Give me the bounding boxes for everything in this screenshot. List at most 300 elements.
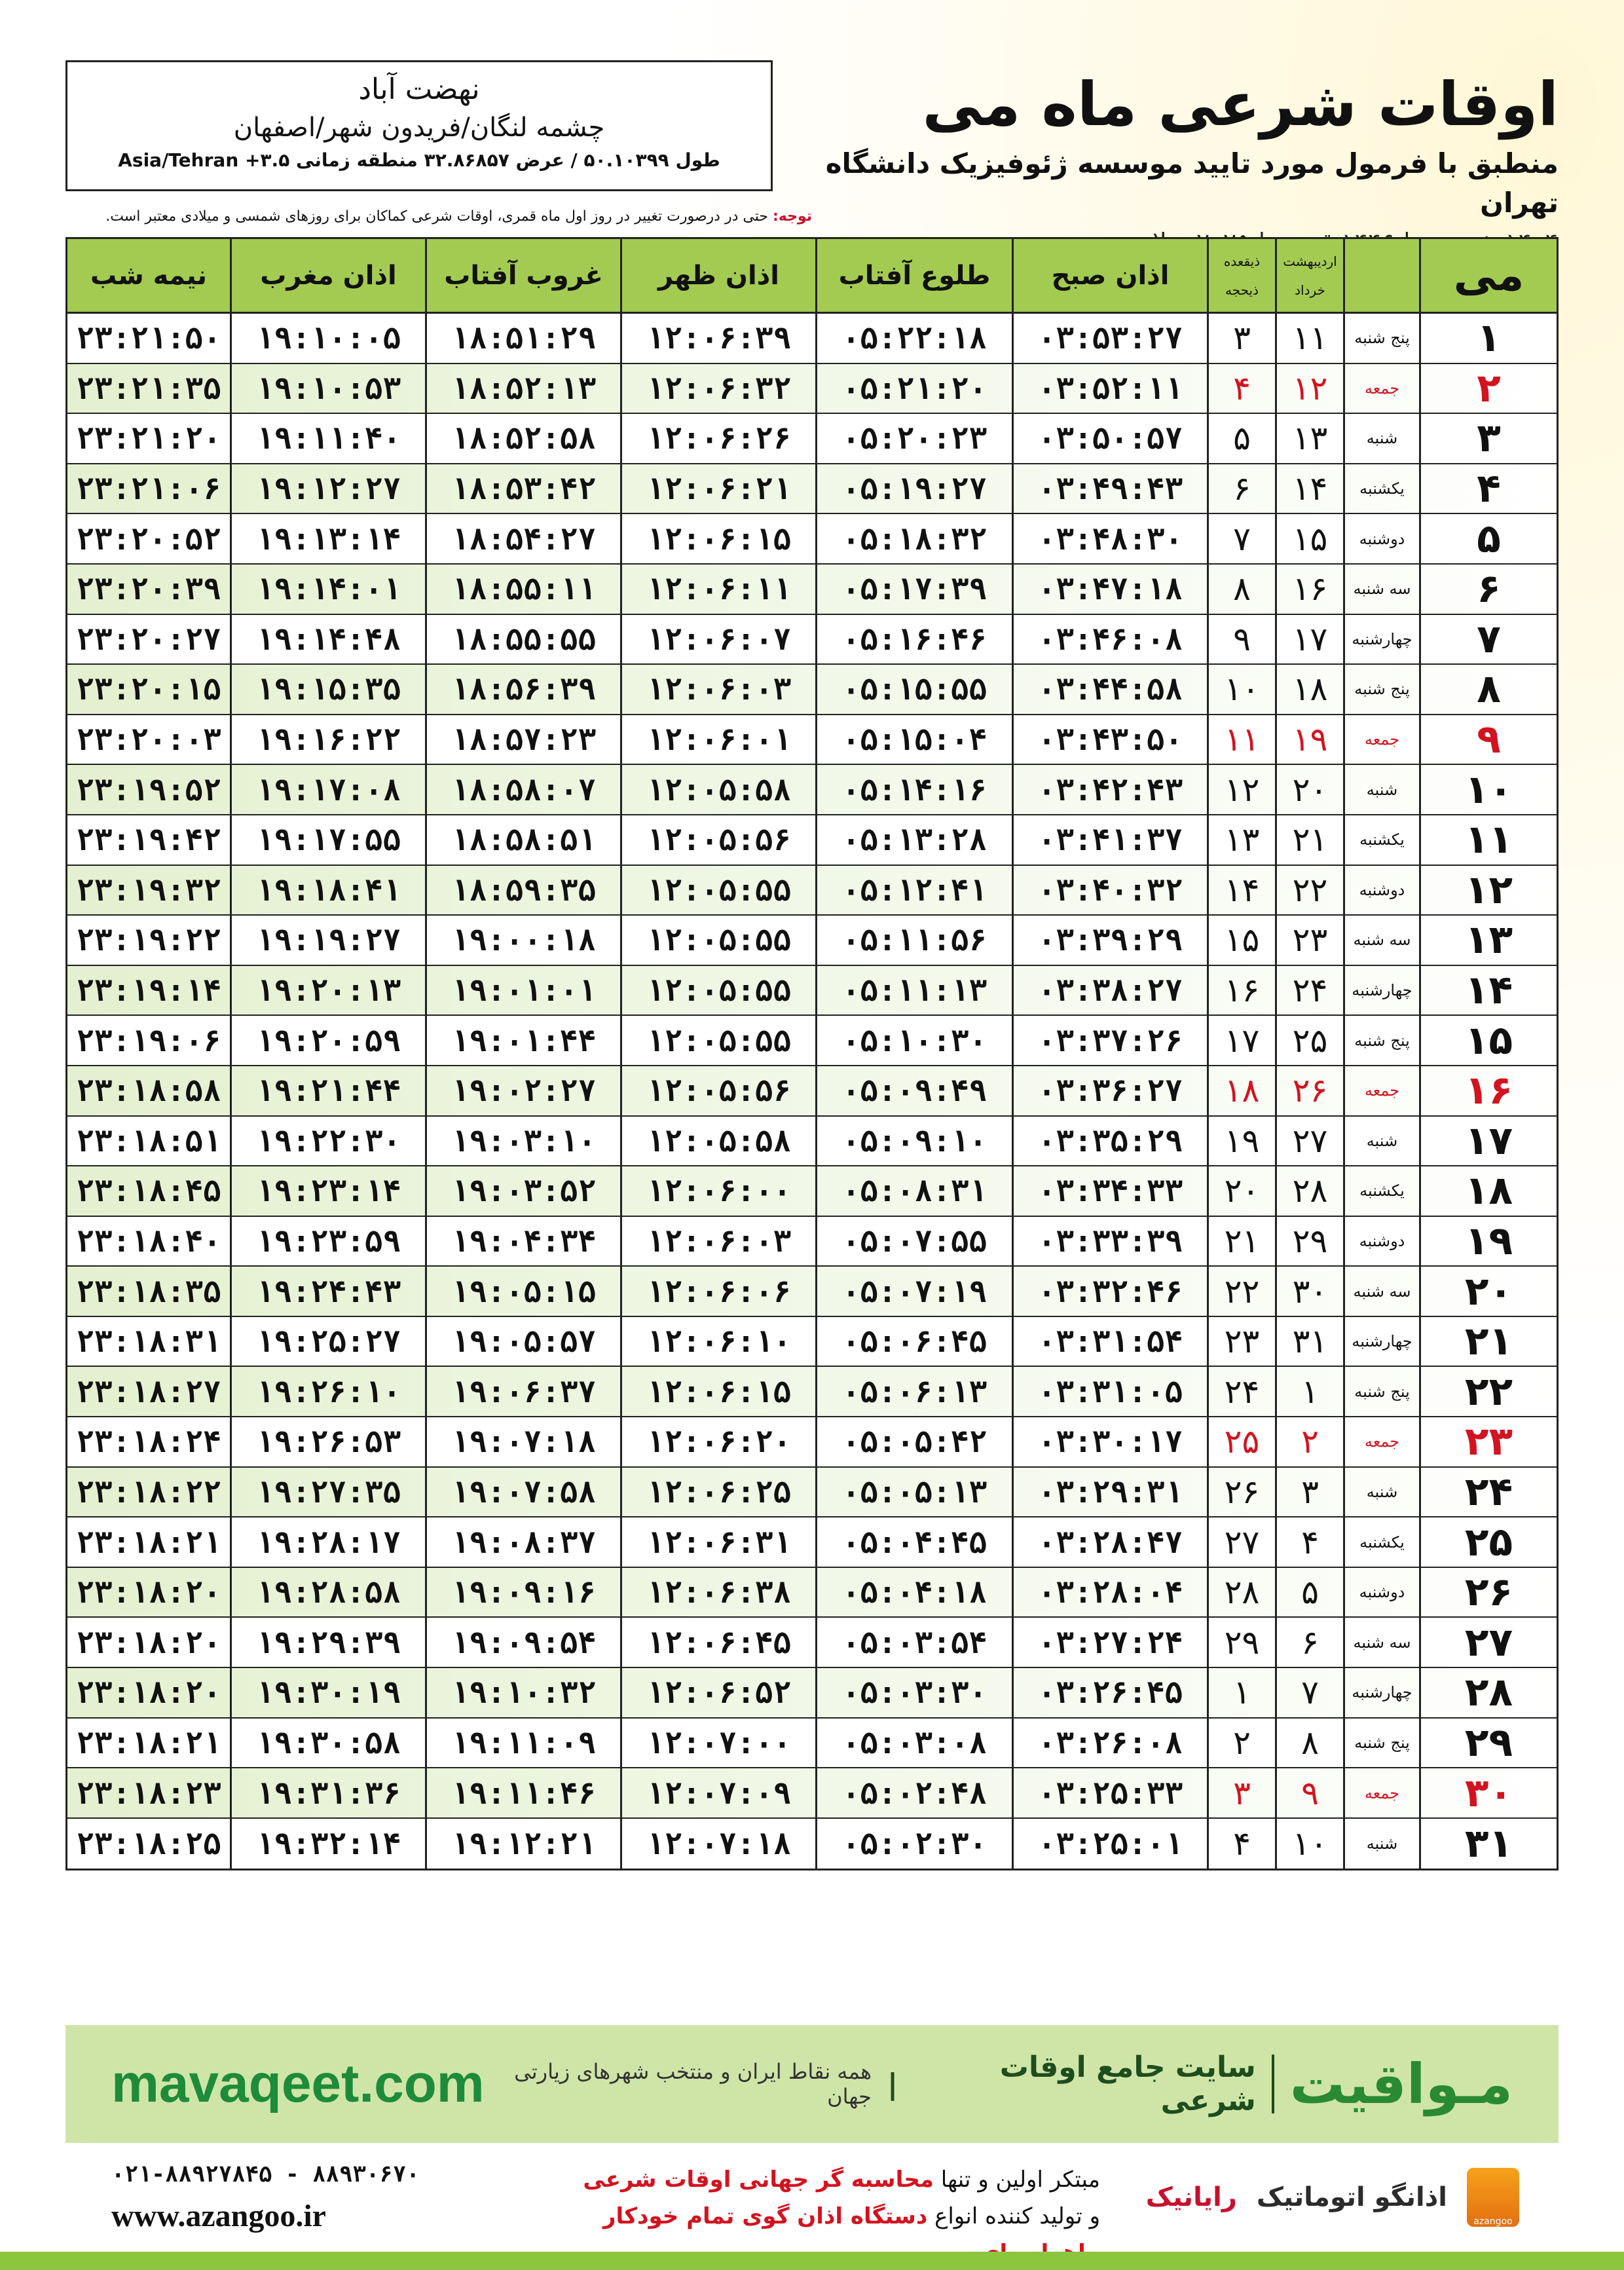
sunset-time: ۱۸:۵۹:۳۵ — [425, 866, 620, 915]
maghrib-time: ۱۹:۲۲:۳۰ — [230, 1117, 425, 1166]
page-title: اوقات شرعی ماه می — [922, 69, 1559, 140]
midnight-time: ۲۳:۱۸:۲۰ — [76, 1624, 221, 1660]
weekday: سه شنبه — [1343, 1618, 1419, 1667]
lunar-day: ۲۸ — [1207, 1568, 1275, 1617]
maghrib-time: ۱۹:۱۰:۰۵ — [230, 314, 425, 363]
sunrise-time: ۰۵:۰۷:۵۵ — [815, 1217, 1012, 1266]
fajr-time: ۰۳:۵۳:۲۷ — [1012, 314, 1207, 363]
lunar-day: ۴ — [1207, 364, 1275, 413]
weekday: پنج شنبه — [1343, 314, 1419, 363]
maghrib-time: ۱۹:۱۷:۰۸ — [230, 765, 425, 814]
day-number: ۱۱ — [1419, 815, 1557, 865]
maghrib-time: ۱۹:۲۱:۴۴ — [230, 1066, 425, 1115]
weekday: چهارشنبه — [1343, 1317, 1419, 1366]
fajr-time: ۰۳:۲۷:۲۴ — [1012, 1618, 1207, 1667]
weekday: جمعه — [1343, 1417, 1419, 1466]
lunar-day: ۱۹ — [1207, 1117, 1275, 1166]
lunar-day: ۱۷ — [1207, 1016, 1275, 1065]
sunrise-time: ۰۵:۰۳:۵۴ — [815, 1618, 1012, 1667]
lunar-day: ۲۰ — [1207, 1166, 1275, 1216]
weekday: شنبه — [1343, 765, 1419, 814]
solar-day: ۲۸ — [1275, 1166, 1343, 1216]
midnight-time: ۲۳:۱۸:۲۱ — [76, 1724, 221, 1760]
fajr-time: ۰۳:۴۴:۵۸ — [1012, 665, 1207, 714]
midnight-time: ۲۳:۱۸:۲۵ — [76, 1826, 221, 1862]
sunrise-time: ۰۵:۱۷:۳۹ — [815, 565, 1012, 614]
location-region: چشمه لنگان/فریدون شهر/اصفهان — [233, 113, 605, 143]
midnight-time: ۲۳:۱۸:۲۷ — [76, 1373, 221, 1409]
maghrib-time: ۱۹:۲۸:۵۸ — [230, 1568, 425, 1617]
dhuhr-time: ۱۲:۰۶:۱۵ — [620, 1367, 815, 1416]
fajr-time: ۰۳:۲۹:۳۱ — [1012, 1468, 1207, 1517]
day-number: ۷ — [1419, 615, 1557, 664]
dhuhr-time: ۱۲:۰۶:۰۷ — [620, 615, 815, 664]
table-row — [67, 966, 1557, 1016]
header-midnight: نیمه شب — [90, 260, 208, 291]
weekday: سه شنبه — [1343, 916, 1419, 965]
lunar-day: ۱۸ — [1207, 1066, 1275, 1115]
table-row — [67, 715, 1557, 766]
table-row — [67, 1317, 1557, 1368]
sunrise-time: ۰۵:۱۴:۱۶ — [815, 765, 1012, 814]
midnight-time: ۲۳:۲۱:۳۵ — [76, 370, 221, 406]
table-body — [67, 314, 1557, 1869]
dhuhr-time: ۱۲:۰۵:۵۵ — [620, 916, 815, 965]
sunset-time: ۱۹:۰۱:۴۴ — [425, 1016, 620, 1065]
maghrib-time: ۱۹:۲۳:۱۴ — [230, 1166, 425, 1216]
sunrise-time: ۰۵:۲۱:۲۰ — [815, 364, 1012, 413]
lunar-day: ۱۳ — [1207, 815, 1275, 865]
lunar-day: ۲۲ — [1207, 1267, 1275, 1316]
lunar-day: ۷ — [1207, 514, 1275, 563]
day-number: ۲۴ — [1419, 1468, 1557, 1517]
solar-day: ۱۵ — [1275, 514, 1343, 563]
solar-day: ۲۹ — [1275, 1217, 1343, 1266]
lunar-day: ۱۰ — [1207, 665, 1275, 714]
weekday: دوشنبه — [1343, 1217, 1419, 1266]
day-number: ۱۰ — [1419, 765, 1557, 814]
fajr-time: ۰۳:۵۰:۵۷ — [1012, 414, 1207, 463]
midnight-time: ۲۳:۲۱:۲۰ — [76, 420, 221, 456]
midnight-time: ۲۳:۲۰:۰۳ — [76, 722, 221, 758]
sunset-time: ۱۹:۱۱:۰۹ — [425, 1719, 620, 1768]
sunrise-time: ۰۵:۰۵:۱۳ — [815, 1468, 1012, 1517]
day-number: ۱۲ — [1419, 866, 1557, 915]
lunar-day: ۶ — [1207, 464, 1275, 513]
header-dhuhr: اذان ظهر — [620, 239, 815, 312]
weekday: چهارشنبه — [1343, 966, 1419, 1015]
day-number: ۲۰ — [1419, 1267, 1557, 1316]
day-number: ۸ — [1419, 665, 1557, 714]
solar-day: ۳۰ — [1275, 1267, 1343, 1316]
sunset-time: ۱۹:۰۷:۵۸ — [425, 1468, 620, 1517]
dhuhr-time: ۱۲:۰۶:۰۱ — [620, 715, 815, 764]
solar-day: ۲۳ — [1275, 916, 1343, 965]
dhuhr-time: ۱۲:۰۶:۱۵ — [620, 514, 815, 563]
dhuhr-time: ۱۲:۰۶:۲۱ — [620, 464, 815, 513]
solar-day: ۹ — [1275, 1768, 1343, 1817]
rayanik-logo: رایانیک — [1145, 2182, 1237, 2212]
table-row — [67, 765, 1557, 815]
lunar-day: ۱۶ — [1207, 966, 1275, 1015]
weekday: دوشنبه — [1343, 866, 1419, 915]
dhuhr-time: ۱۲:۰۶:۳۱ — [620, 1517, 815, 1567]
weekday: یکشنبه — [1343, 464, 1419, 513]
weekday: یکشنبه — [1343, 1166, 1419, 1216]
solar-day: ۷ — [1275, 1668, 1343, 1717]
site-link[interactable]: mavaqeet.com — [111, 2054, 485, 2113]
solar-day: ۱۱ — [1275, 314, 1343, 363]
sunset-time: ۱۸:۵۳:۴۲ — [425, 464, 620, 513]
sunrise-time: ۰۵:۰۶:۱۳ — [815, 1367, 1012, 1416]
promo-banner — [65, 2025, 1559, 2143]
maghrib-time: ۱۹:۱۹:۲۷ — [230, 916, 425, 965]
header-sunrise: طلوع آفتاب — [815, 239, 1012, 312]
day-number: ۲۷ — [1419, 1618, 1557, 1667]
lunar-day: ۳ — [1207, 1768, 1275, 1817]
fajr-time: ۰۳:۴۱:۳۷ — [1012, 815, 1207, 865]
maghrib-time: ۱۹:۱۱:۴۰ — [230, 414, 425, 463]
fajr-time: ۰۳:۴۳:۵۰ — [1012, 715, 1207, 764]
midnight-time: ۲۳:۱۸:۴۵ — [76, 1173, 221, 1209]
solar-day: ۱ — [1275, 1367, 1343, 1416]
table-row — [67, 1016, 1557, 1066]
day-number: ۱۹ — [1419, 1217, 1557, 1266]
weekday: سه شنبه — [1343, 1267, 1419, 1316]
sunset-time: ۱۸:۵۶:۳۹ — [425, 665, 620, 714]
footer-line1-a: مبتکر اولین و تنها — [940, 2167, 1100, 2193]
midnight-time: ۲۳:۲۰:۳۹ — [76, 571, 221, 607]
day-number: ۳۱ — [1419, 1819, 1557, 1869]
table-row — [67, 514, 1557, 565]
dhuhr-time: ۱۲:۰۶:۳۹ — [620, 314, 815, 363]
dhuhr-time: ۱۲:۰۶:۱۱ — [620, 565, 815, 614]
brand-divider — [1272, 2055, 1274, 2113]
fajr-time: ۰۳:۳۱:۰۵ — [1012, 1367, 1207, 1416]
sunset-time: ۱۹:۱۰:۳۲ — [425, 1668, 620, 1717]
day-number: ۱۳ — [1419, 916, 1557, 965]
sunrise-time: ۰۵:۰۳:۰۸ — [815, 1719, 1012, 1768]
table-row — [67, 665, 1557, 715]
lunar-day: ۳ — [1207, 314, 1275, 363]
fajr-time: ۰۳:۳۴:۳۳ — [1012, 1166, 1207, 1216]
sunset-time: ۱۸:۵۸:۵۱ — [425, 815, 620, 865]
lunar-day: ۱۲ — [1207, 765, 1275, 814]
sunrise-time: ۰۵:۱۱:۵۶ — [815, 916, 1012, 965]
sunrise-time: ۰۵:۱۶:۴۶ — [815, 615, 1012, 664]
location-coords: طول ۵۰.۱۰۳۹۹ / عرض ۳۲.۸۶۸۵۷ منطقه زمانی ۳.۵+ Asia/Tehran — [118, 149, 720, 171]
midnight-time: ۲۳:۱۹:۴۲ — [76, 822, 221, 858]
footer-line2-a: و تولید کننده انواع — [934, 2203, 1100, 2229]
table-row — [67, 1367, 1557, 1417]
website-link[interactable]: www.azangoo.ir — [111, 2199, 326, 2233]
dhuhr-time: ۱۲:۰۶:۱۰ — [620, 1317, 815, 1366]
solar-day: ۲۱ — [1275, 815, 1343, 865]
sunrise-time: ۰۵:۲۰:۲۳ — [815, 414, 1012, 463]
fajr-time: ۰۳:۲۵:۳۳ — [1012, 1768, 1207, 1817]
midnight-time: ۲۳:۱۸:۵۱ — [76, 1123, 221, 1159]
dhuhr-time: ۱۲:۰۶:۴۵ — [620, 1618, 815, 1667]
maghrib-time: ۱۹:۱۴:۰۱ — [230, 565, 425, 614]
midnight-time: ۲۳:۱۹:۱۴ — [76, 973, 221, 1009]
sunset-time: ۱۹:۰۵:۱۵ — [425, 1267, 620, 1316]
dhuhr-time: ۱۲:۰۶:۲۵ — [620, 1468, 815, 1517]
dhuhr-time: ۱۲:۰۶:۲۶ — [620, 414, 815, 463]
dhuhr-time: ۱۲:۰۷:۰۰ — [620, 1719, 815, 1768]
fajr-time: ۰۳:۲۵:۰۱ — [1012, 1819, 1207, 1869]
fajr-time: ۰۳:۲۶:۴۵ — [1012, 1668, 1207, 1717]
fajr-time: ۰۳:۳۵:۲۹ — [1012, 1117, 1207, 1166]
bottom-bar — [0, 2252, 1624, 2270]
lunar-day: ۱۴ — [1207, 866, 1275, 915]
sunset-time: ۱۹:۱۲:۲۱ — [425, 1819, 620, 1869]
sunset-time: ۱۹:۰۱:۰۱ — [425, 966, 620, 1015]
day-number: ۱۸ — [1419, 1166, 1557, 1216]
fajr-time: ۰۳:۳۱:۵۴ — [1012, 1317, 1207, 1366]
dhuhr-time: ۱۲:۰۶:۰۳ — [620, 1217, 815, 1266]
header-month: می — [1419, 239, 1557, 312]
sunrise-time: ۰۵:۱۵:۵۵ — [815, 665, 1012, 714]
header-lunar-months — [1207, 239, 1275, 312]
table-row — [67, 1618, 1557, 1668]
brand-name: مـواقیت — [1289, 2052, 1513, 2116]
weekday: پنج شنبه — [1343, 1367, 1419, 1416]
sunset-time: ۱۸:۵۸:۰۷ — [425, 765, 620, 814]
midnight-time: ۲۳:۱۸:۴۰ — [76, 1223, 221, 1259]
midnight-time: ۲۳:۱۸:۲۲ — [76, 1474, 221, 1510]
page-subtitle: منطبق با فرمول مورد تایید موسسه ژئوفیزیک دانشگاه تهران — [825, 147, 1559, 219]
dhuhr-time: ۱۲:۰۵:۵۸ — [620, 765, 815, 814]
maghrib-time: ۱۹:۲۶:۵۳ — [230, 1417, 425, 1466]
table-row — [67, 1719, 1557, 1769]
sunset-time: ۱۸:۵۲:۱۳ — [425, 364, 620, 413]
weekday: چهارشنبه — [1343, 1668, 1419, 1717]
lunar-day: ۱ — [1207, 1668, 1275, 1717]
midnight-time: ۲۳:۱۸:۲۱ — [76, 1524, 221, 1560]
dhuhr-time: ۱۲:۰۷:۰۹ — [620, 1768, 815, 1817]
dhuhr-time: ۱۲:۰۵:۵۶ — [620, 815, 815, 865]
table-row — [67, 414, 1557, 464]
lunar-day: ۲۴ — [1207, 1367, 1275, 1416]
lunar-day: ۲۱ — [1207, 1217, 1275, 1266]
dhuhr-time: ۱۲:۰۵:۵۵ — [620, 866, 815, 915]
maghrib-time: ۱۹:۱۸:۴۱ — [230, 866, 425, 915]
header-hij-bottom: ذیحجه — [1225, 282, 1259, 298]
table-row — [67, 1517, 1557, 1568]
dhuhr-time: ۱۲:۰۷:۱۸ — [620, 1819, 815, 1869]
sunset-time: ۱۹:۰۰:۱۸ — [425, 916, 620, 965]
fajr-time: ۰۳:۵۲:۱۱ — [1012, 364, 1207, 413]
weekday: جمعه — [1343, 1066, 1419, 1115]
dhuhr-time: ۱۲:۰۶:۳۸ — [620, 1568, 815, 1617]
dhuhr-time: ۱۲:۰۶:۳۲ — [620, 364, 815, 413]
day-number: ۲۲ — [1419, 1367, 1557, 1416]
weekday: جمعه — [1343, 715, 1419, 764]
midnight-time: ۲۳:۱۸:۳۱ — [76, 1324, 221, 1360]
lunar-day: ۴ — [1207, 1819, 1275, 1869]
day-number: ۲۸ — [1419, 1668, 1557, 1717]
midnight-time: ۲۳:۱۹:۳۲ — [76, 872, 221, 908]
lunar-day: ۲ — [1207, 1719, 1275, 1768]
dhuhr-time: ۱۲:۰۶:۰۰ — [620, 1166, 815, 1216]
maghrib-time: ۱۹:۱۰:۵۳ — [230, 364, 425, 413]
sunrise-time: ۰۵:۰۴:۴۵ — [815, 1517, 1012, 1567]
fajr-time: ۰۳:۳۰:۱۷ — [1012, 1417, 1207, 1466]
header-maghrib: اذان مغرب — [230, 239, 425, 312]
day-number: ۲۵ — [1419, 1517, 1557, 1567]
sunset-time: ۱۸:۵۵:۱۱ — [425, 565, 620, 614]
location-name: نهضت آباد — [358, 73, 480, 106]
solar-day: ۳۱ — [1275, 1317, 1343, 1366]
maghrib-time: ۱۹:۲۰:۵۹ — [230, 1016, 425, 1065]
midnight-time: ۲۳:۱۸:۲۰ — [76, 1574, 221, 1610]
weekday: شنبه — [1343, 1468, 1419, 1517]
brand-pipe: | — [887, 2067, 898, 2101]
table-header — [67, 239, 1557, 314]
weekday: شنبه — [1343, 1819, 1419, 1869]
maghrib-time: ۱۹:۳۱:۳۶ — [230, 1768, 425, 1817]
header-ord-top: اردیبهشت — [1283, 253, 1337, 269]
solar-day: ۸ — [1275, 1719, 1343, 1768]
sunrise-time: ۰۵:۱۹:۲۷ — [815, 464, 1012, 513]
maghrib-time: ۱۹:۲۶:۱۰ — [230, 1367, 425, 1416]
day-number: ۱ — [1419, 314, 1557, 363]
midnight-time: ۲۳:۱۸:۲۴ — [76, 1424, 221, 1460]
dhuhr-time: ۱۲:۰۵:۵۸ — [620, 1117, 815, 1166]
day-number: ۹ — [1419, 715, 1557, 764]
table-row — [67, 1117, 1557, 1167]
sunset-time: ۱۹:۰۹:۱۶ — [425, 1568, 620, 1617]
fajr-time: ۰۳:۳۶:۲۷ — [1012, 1066, 1207, 1115]
maghrib-time: ۱۹:۲۵:۲۷ — [230, 1317, 425, 1366]
lunar-day: ۹ — [1207, 615, 1275, 664]
sunset-time: ۱۹:۰۳:۱۰ — [425, 1117, 620, 1166]
table-row — [67, 866, 1557, 916]
weekday: شنبه — [1343, 1117, 1419, 1166]
brand-description: همه نقاط ایران و منتخب شهرهای زیارتی جهان — [514, 2059, 872, 2109]
lunar-day: ۵ — [1207, 414, 1275, 463]
day-number: ۲۱ — [1419, 1317, 1557, 1366]
logo-group — [1146, 2168, 1519, 2227]
weekday: دوشنبه — [1343, 1568, 1419, 1617]
sunrise-time: ۰۵:۰۷:۱۹ — [815, 1267, 1012, 1316]
sunrise-time: ۰۵:۰۶:۴۵ — [815, 1317, 1012, 1366]
maghrib-time: ۱۹:۳۰:۵۸ — [230, 1719, 425, 1768]
fajr-time: ۰۳:۴۲:۴۳ — [1012, 765, 1207, 814]
maghrib-time: ۱۹:۲۴:۴۳ — [230, 1267, 425, 1316]
maghrib-time: ۱۹:۱۳:۱۴ — [230, 514, 425, 563]
brand-tagline: سایت جامع اوقات شرعی — [999, 2051, 1256, 2117]
solar-day: ۲۴ — [1275, 966, 1343, 1015]
sunset-time: ۱۸:۵۱:۲۹ — [425, 314, 620, 363]
table-row — [67, 314, 1557, 364]
location-box — [65, 60, 773, 191]
midnight-time: ۲۳:۱۹:۲۲ — [76, 922, 221, 958]
prayer-times-table — [65, 237, 1559, 1870]
solar-day: ۲۲ — [1275, 866, 1343, 915]
sunset-time: ۱۹:۰۳:۵۲ — [425, 1166, 620, 1216]
midnight-time: ۲۳:۲۰:۲۷ — [76, 621, 221, 657]
lunar-day: ۲۳ — [1207, 1317, 1275, 1366]
solar-day: ۶ — [1275, 1618, 1343, 1667]
sunset-time: ۱۹:۱۱:۴۶ — [425, 1768, 620, 1817]
weekday: پنج شنبه — [1343, 1719, 1419, 1768]
lunar-day: ۱۱ — [1207, 715, 1275, 764]
maghrib-time: ۱۹:۲۹:۳۹ — [230, 1618, 425, 1667]
header — [825, 65, 1559, 262]
weekday: پنج شنبه — [1343, 665, 1419, 714]
sunrise-time: ۰۵:۰۲:۳۰ — [815, 1819, 1012, 1869]
midnight-time: ۲۳:۲۰:۱۵ — [76, 671, 221, 707]
maghrib-time: ۱۹:۲۳:۵۹ — [230, 1217, 425, 1266]
solar-day: ۱۹ — [1275, 715, 1343, 764]
solar-day: ۱۴ — [1275, 464, 1343, 513]
midnight-time: ۲۳:۲۱:۰۶ — [76, 471, 221, 507]
table-row — [67, 1568, 1557, 1618]
table-row — [67, 615, 1557, 665]
sunrise-time: ۰۵:۰۵:۴۲ — [815, 1417, 1012, 1466]
day-number: ۱۶ — [1419, 1066, 1557, 1115]
sunrise-time: ۰۵:۱۸:۳۲ — [815, 514, 1012, 563]
footer-line1-b: محاسبه گر جهانی اوقات شرعی — [583, 2167, 934, 2193]
maghrib-time: ۱۹:۱۶:۲۲ — [230, 715, 425, 764]
dhuhr-time: ۱۲:۰۶:۵۲ — [620, 1668, 815, 1717]
solar-day: ۳ — [1275, 1468, 1343, 1517]
sunset-time: ۱۹:۰۴:۳۴ — [425, 1217, 620, 1266]
table-row — [67, 1668, 1557, 1719]
midnight-time: ۲۳:۱۸:۲۰ — [76, 1675, 221, 1711]
solar-day: ۱۸ — [1275, 665, 1343, 714]
azangoo-logo-icon: azangoo — [1467, 2168, 1519, 2227]
maghrib-time: ۱۹:۱۲:۲۷ — [230, 464, 425, 513]
fajr-time: ۰۳:۴۷:۱۸ — [1012, 565, 1207, 614]
fajr-time: ۰۳:۴۹:۴۳ — [1012, 464, 1207, 513]
weekday: شنبه — [1343, 414, 1419, 463]
solar-day: ۲۰ — [1275, 765, 1343, 814]
header-hij-top: ذیقعده — [1223, 253, 1261, 269]
lunar-day: ۲۵ — [1207, 1417, 1275, 1466]
header-sunset: غروب آفتاب — [425, 239, 620, 312]
fajr-time: ۰۳:۴۸:۳۰ — [1012, 514, 1207, 563]
weekday: چهارشنبه — [1343, 615, 1419, 664]
table-row — [67, 1166, 1557, 1217]
day-number: ۶ — [1419, 565, 1557, 614]
solar-day: ۲ — [1275, 1417, 1343, 1466]
sunset-time: ۱۸:۵۴:۲۷ — [425, 514, 620, 563]
maghrib-time: ۱۹:۲۰:۱۳ — [230, 966, 425, 1015]
notice-text: حتی در درصورت تغییر در روز اول ماه قمری، اوقات شرعی کماکان برای روزهای شمسی و میلادی معتبر است. — [105, 208, 768, 225]
midnight-time: ۲۳:۲۱:۵۰ — [76, 320, 221, 356]
phone-numbers: ۰۲۱-۸۸۹۲۷۸۴۵ - ۸۸۹۳۰۶۷۰ — [111, 2161, 420, 2187]
day-number: ۱۷ — [1419, 1117, 1557, 1166]
maghrib-time: ۱۹:۱۷:۵۵ — [230, 815, 425, 865]
solar-day: ۲۵ — [1275, 1016, 1343, 1065]
dhuhr-time: ۱۲:۰۵:۵۶ — [620, 1066, 815, 1115]
brand-block — [485, 2051, 1513, 2117]
lunar-day: ۲۶ — [1207, 1468, 1275, 1517]
fajr-time: ۰۳:۳۲:۴۶ — [1012, 1267, 1207, 1316]
solar-day: ۱۶ — [1275, 565, 1343, 614]
sunrise-time: ۰۵:۰۴:۱۸ — [815, 1568, 1012, 1617]
day-number: ۲۶ — [1419, 1568, 1557, 1617]
dhuhr-time: ۱۲:۰۵:۵۵ — [620, 966, 815, 1015]
sunrise-time: ۰۵:۱۳:۲۸ — [815, 815, 1012, 865]
midnight-time: ۲۳:۱۹:۵۲ — [76, 772, 221, 808]
table-row — [67, 1417, 1557, 1468]
midnight-time: ۲۳:۱۸:۳۵ — [76, 1273, 221, 1309]
weekday: پنج شنبه — [1343, 1016, 1419, 1065]
day-number: ۵ — [1419, 514, 1557, 563]
